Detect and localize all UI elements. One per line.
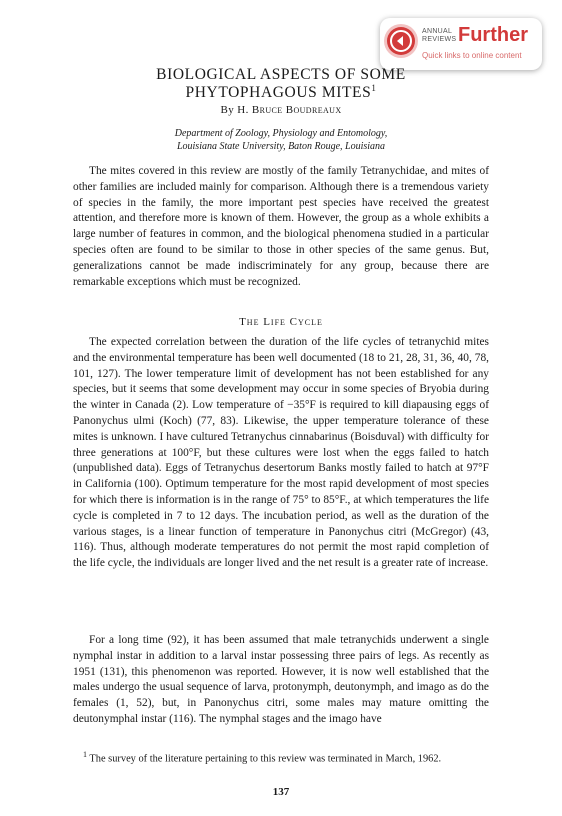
badge-further-label: Further xyxy=(458,24,528,46)
footnote-text: The survey of the literature pertaining to this review was terminated in March, 1962. xyxy=(89,753,442,765)
affiliation-line-2: Louisiana State University, Baton Rouge, Louisiana xyxy=(176,141,386,152)
footnote-mark: 1 xyxy=(83,750,87,759)
para3-text: For a long time (92), it has been assumed that male tetranychids underwent a single nymphal instar in addition to a larval instar possessing three pairs of legs. As recently as 1951 (131), this phenomenon was reported. However, it is now well established that the males undergo the usual sequence of larva, protonymph, deutonymph, and imago as do the females (1, 52), but, in Panonychus citri, some males may mature omitting the deutonymphal instar (116). The nymphal stages and the imago have xyxy=(73,634,489,725)
badge-annual: ANNUAL xyxy=(422,28,453,35)
byline-by: By xyxy=(220,104,235,116)
author-name: H. Bruce Boudreaux xyxy=(237,104,342,116)
page-number: 137 xyxy=(272,786,290,798)
life-cycle-paragraph-2 xyxy=(73,633,489,728)
footnote xyxy=(73,748,489,766)
badge-subtitle: Quick links to online content xyxy=(422,51,522,60)
article-title-line-1: BIOLOGICAL ASPECTS OF SOME xyxy=(156,66,406,83)
annual-reviews-further-badge[interactable] xyxy=(380,18,542,70)
life-cycle-paragraph-1 xyxy=(73,335,489,572)
article-title-line-2: PHYTOPHAGOUS MITES$^1$ xyxy=(185,83,377,102)
affiliation-line-1: Department of Zoology, Physiology and Entomology, xyxy=(174,128,388,139)
title-footnote-mark: 1 xyxy=(371,83,377,93)
badge-reviews: REVIEWS xyxy=(422,36,457,43)
intro-text: The mites covered in this review are mostly of the family Tetranychidae, and mites of other families are included mainly for comparison. Although there is a tremendous variety of species in the family, the more important pest species have received the greatest attention, and therefore more is known of them. However, the group as a whole exhibits a large number of features in common, and the biological phenomena studied in a particular species often are found to be similar to those in other species of the same genus. But, generalizations cannot be made indiscriminately for any group, because there are remarkable exceptions which must be recognized. xyxy=(73,165,489,288)
section-heading: The Life Cycle xyxy=(239,316,323,328)
byline xyxy=(0,104,562,116)
annual-reviews-logo xyxy=(422,28,456,44)
further-play-icon xyxy=(387,27,415,55)
intro-paragraph xyxy=(73,164,489,290)
para2-text: The expected correlation between the duration of the life cycles of tetranychid mites and the environmental temperature has been well documented (18 to 21, 28, 31, 36, 40, 78, 101, 127). The lower temperature limit of development has not been established for any species, but it seems that some development may occur in some species of Bryobia during the winter in Canada (2). Low temperature of −35°F is required to kill diapausing eggs of Panonychus ulmi (Koch) (77, 83). Likewise, the upper temperature tolerance of these mites is unknown. I have cultured Tetranychus cinnabarinus (Boisduval) with difficulty for three generations at 100°F, but these cultures were lost when the eggs failed to hatch (unpublished data). Eggs of Tetranychus desertorum Banks mostly failed to hatch at 97°F in California (100). Optimum temperature for the most rapid development of most species for which there is information is in the range of 75° to 85°F., at which temperatures the life cycle is completed in 7 to 12 days. The incubation period, as well as the duration of the various stages, is a linear function of temperature in Panonychus citri (McGregor) (43, 116). Thus, although moderate temperatures do not permit the most rapid completion of the life cycle, the individuals are longer lived and the net result is a greater rate of increase. xyxy=(73,336,489,570)
